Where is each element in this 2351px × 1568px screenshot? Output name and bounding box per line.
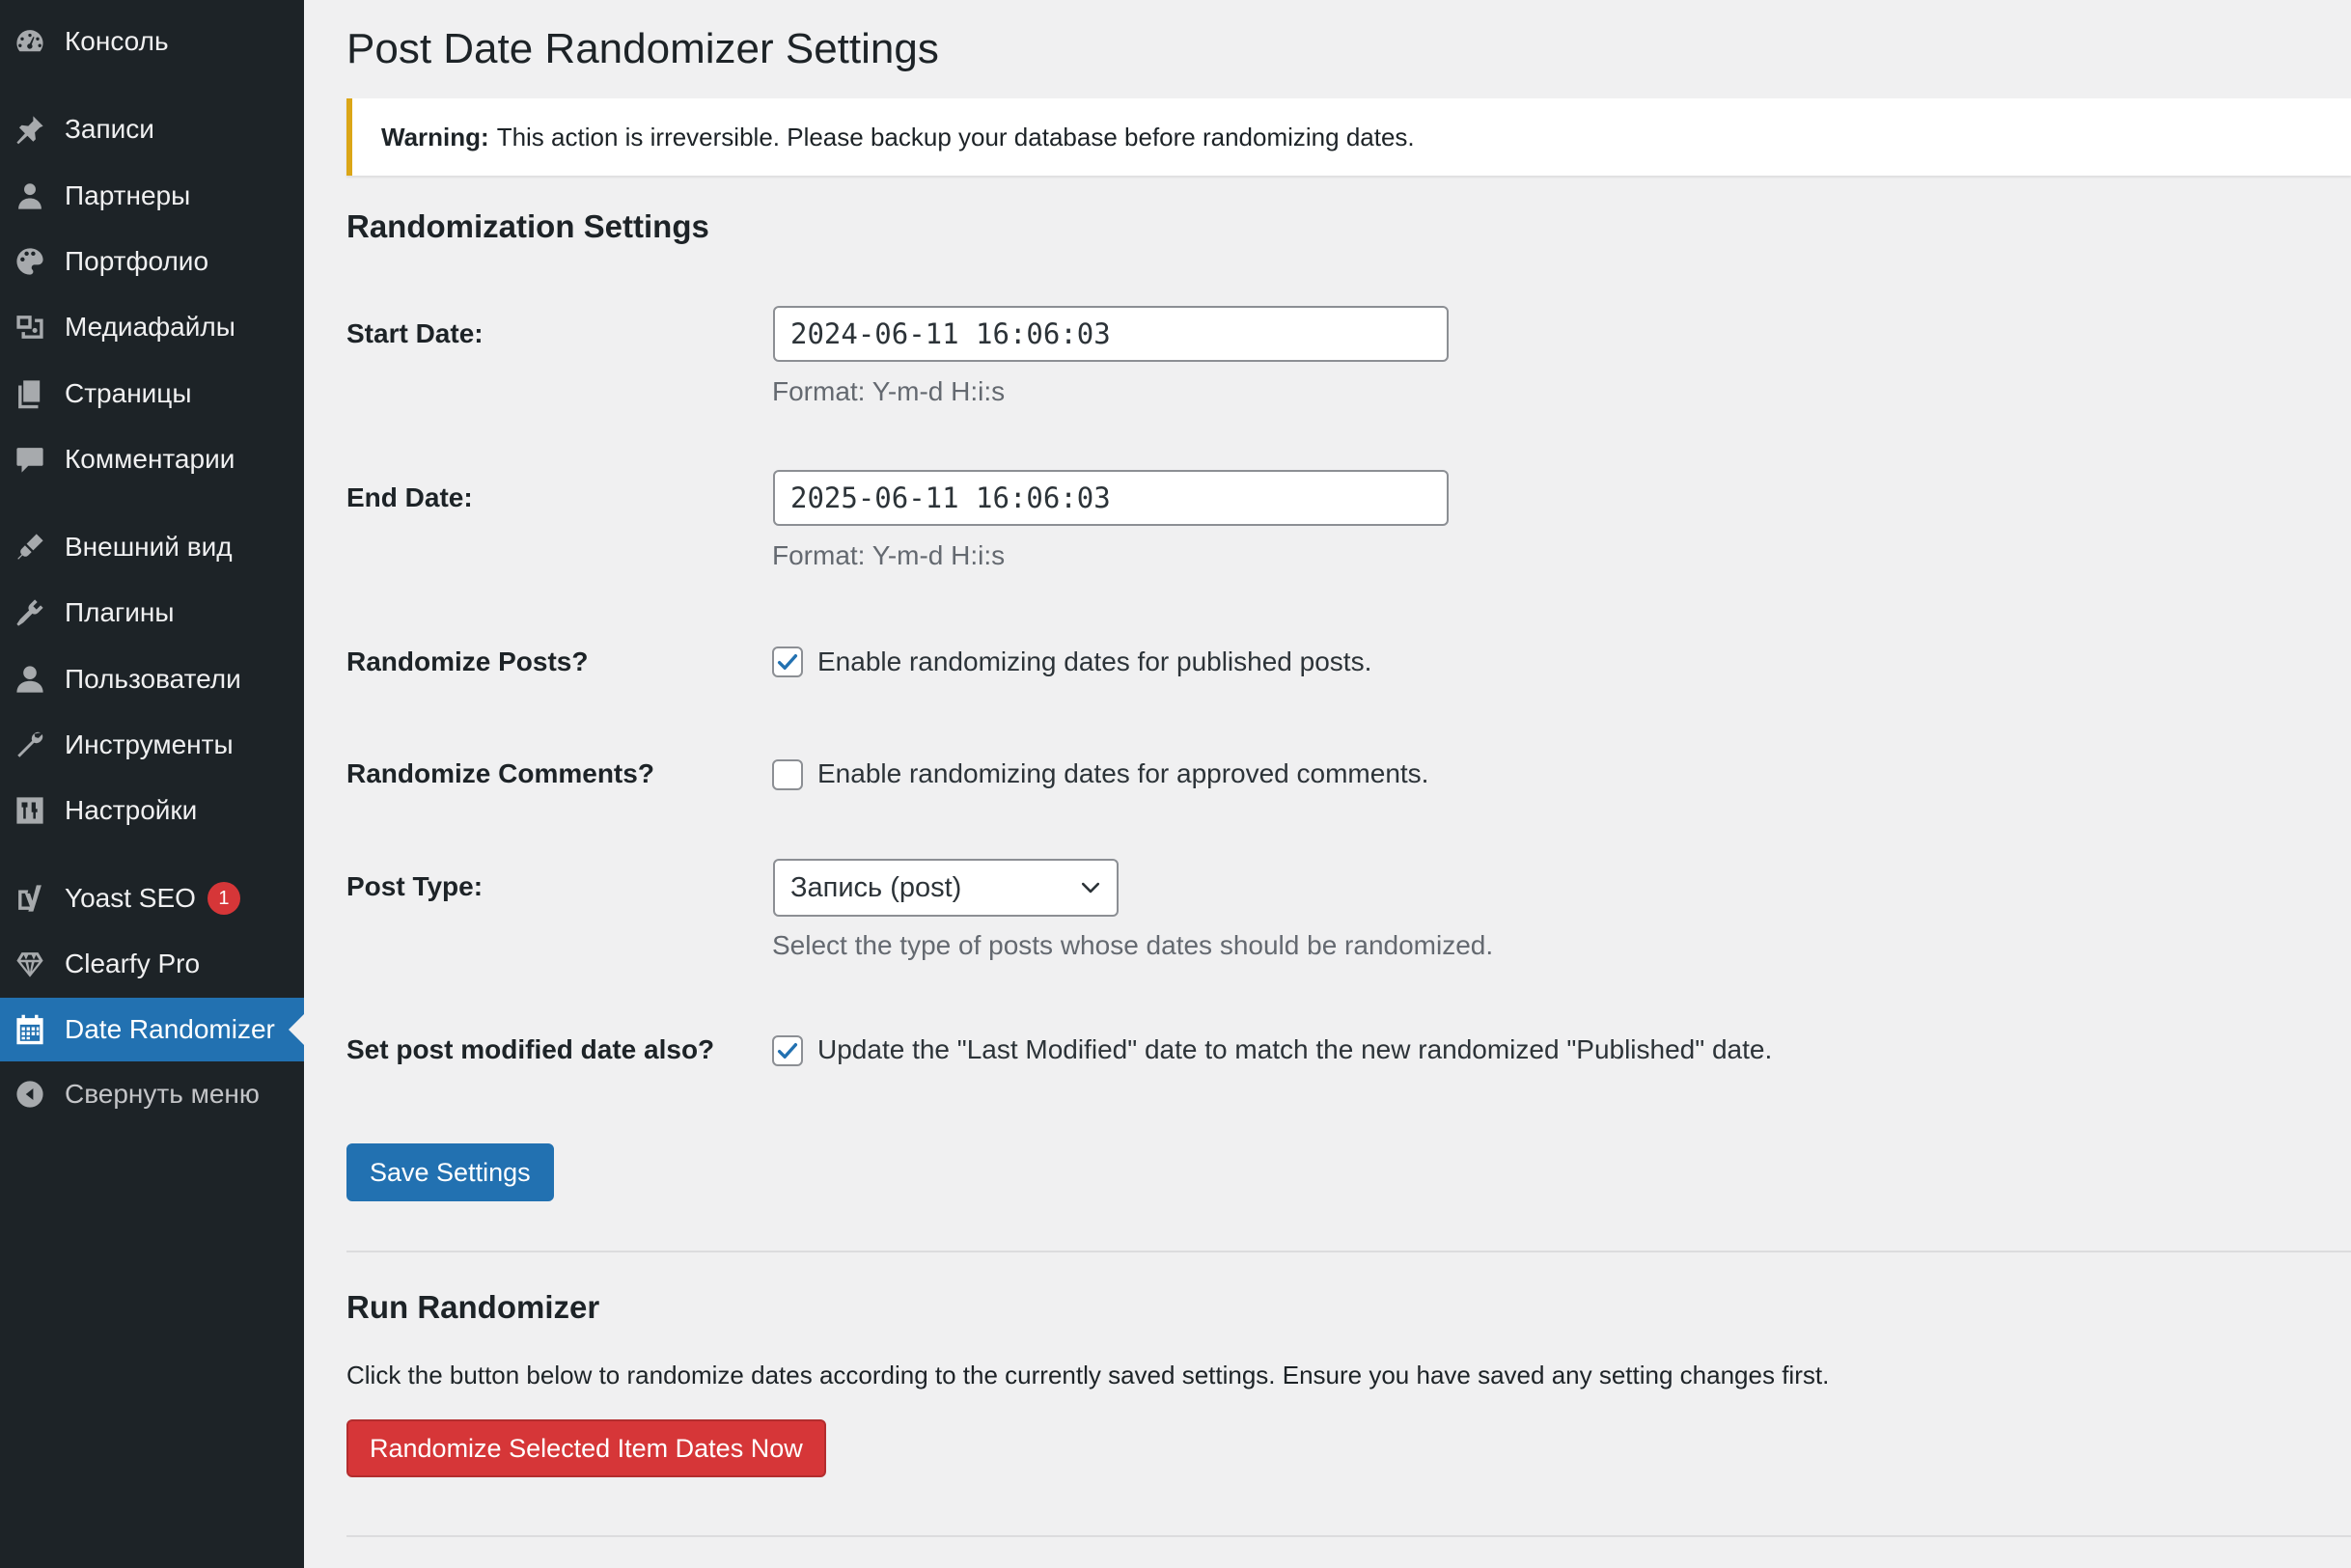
sidebar-item-label: Партнеры	[65, 180, 191, 210]
modified-date-label: Set post modified date also?	[346, 1034, 715, 1064]
notice-text: This action is irreversible. Please backup your database before randomizing dates.	[496, 122, 1415, 151]
media-icon	[14, 311, 46, 344]
warning-notice	[346, 98, 2351, 176]
start-date-description: Format: Y-m-d H:i:s	[772, 376, 1006, 406]
sidebar-item-label: Свернуть меню	[65, 1079, 260, 1109]
page-title: Post Date Randomizer Settings	[346, 25, 939, 72]
checkmark-icon	[774, 1037, 801, 1064]
sidebar-item-label: Портфолио	[65, 246, 209, 276]
settings-heading: Randomization Settings	[346, 208, 709, 244]
collapse-icon	[14, 1078, 46, 1111]
randomize-comments-label: Randomize Comments?	[346, 758, 654, 788]
sidebar-item-pages[interactable]	[0, 362, 304, 426]
diamond-icon	[14, 948, 46, 980]
end-date-label: End Date:	[346, 482, 473, 512]
sidebar-item-label: Медиафайлы	[65, 312, 235, 342]
admin-sidebar	[0, 0, 304, 1568]
sidebar-item-plugins[interactable]	[0, 581, 304, 645]
sidebar-item-media[interactable]	[0, 295, 304, 359]
sidebar-item-tools[interactable]	[0, 713, 304, 777]
start-date-label: Start Date:	[346, 318, 484, 348]
checkmark-icon	[774, 648, 801, 675]
sidebar-item-label: Комментарии	[65, 444, 235, 474]
section-divider	[346, 1251, 2351, 1252]
sidebar-item-comments[interactable]	[0, 427, 304, 491]
end-date-description: Format: Y-m-d H:i:s	[772, 540, 1006, 570]
settings-icon	[14, 794, 46, 827]
collapse-menu-button[interactable]	[0, 1062, 304, 1126]
sidebar-item-label: Yoast SEO	[65, 883, 196, 913]
randomize-posts-text: Enable randomizing dates for published posts.	[817, 646, 1372, 676]
users-icon	[14, 663, 46, 696]
appearance-icon	[14, 531, 46, 564]
sidebar-item-dashboard[interactable]	[0, 10, 304, 73]
sidebar-item-posts[interactable]	[0, 97, 304, 161]
end-date-input[interactable]	[773, 470, 1449, 526]
sidebar-item-yoast-seo[interactable]	[0, 867, 304, 930]
section-divider	[346, 1535, 2351, 1537]
sidebar-item-appearance[interactable]	[0, 515, 304, 579]
sidebar-item-label: Инструменты	[65, 729, 234, 759]
sidebar-item-partners[interactable]	[0, 164, 304, 228]
sidebar-item-label: Настройки	[65, 795, 198, 825]
start-date-input[interactable]	[773, 306, 1449, 362]
save-settings-button[interactable]: Save Settings	[346, 1143, 554, 1201]
comments-icon	[14, 443, 46, 476]
calendar-icon	[14, 1013, 46, 1046]
randomize-comments-text: Enable randomizing dates for approved comments.	[817, 758, 1429, 788]
randomize-posts-checkbox[interactable]	[772, 646, 803, 677]
notification-badge: 1	[207, 882, 240, 915]
yoast-icon	[14, 882, 46, 915]
plugins-icon	[14, 596, 46, 629]
randomize-posts-label: Randomize Posts?	[346, 646, 589, 676]
sidebar-item-label: Плагины	[65, 597, 175, 627]
tools-icon	[14, 729, 46, 761]
main-content	[346, 0, 2351, 1568]
pin-icon	[14, 113, 46, 146]
sidebar-item-label: Консоль	[65, 26, 169, 56]
chevron-down-icon	[1078, 875, 1103, 900]
modified-date-text: Update the "Last Modified" date to match the new randomized "Published" date.	[817, 1034, 1773, 1064]
sidebar-item-label: Внешний вид	[65, 532, 233, 562]
sidebar-item-date-randomizer[interactable]	[0, 998, 304, 1061]
pages-icon	[14, 377, 46, 410]
modified-date-checkbox[interactable]	[772, 1035, 803, 1066]
portfolio-icon	[14, 245, 46, 278]
randomize-now-button[interactable]: Randomize Selected Item Dates Now	[346, 1419, 826, 1477]
post-type-select[interactable]	[773, 859, 1119, 917]
run-randomizer-heading: Run Randomizer	[346, 1289, 600, 1325]
sidebar-item-users[interactable]	[0, 647, 304, 711]
sidebar-item-label: Записи	[65, 114, 154, 144]
dashboard-icon	[14, 25, 46, 58]
post-type-label: Post Type:	[346, 871, 484, 901]
sidebar-item-label: Пользователи	[65, 664, 241, 694]
randomize-comments-checkbox[interactable]	[772, 759, 803, 790]
sidebar-item-settings[interactable]	[0, 779, 304, 842]
post-type-description: Select the type of posts whose dates should be randomized.	[772, 930, 1494, 960]
partners-icon	[14, 179, 46, 212]
sidebar-item-portfolio[interactable]	[0, 230, 304, 293]
sidebar-item-label: Страницы	[65, 378, 192, 408]
sidebar-item-label: Date Randomizer	[65, 1014, 275, 1044]
sidebar-item-clearfy-pro[interactable]	[0, 932, 304, 996]
run-randomizer-description: Click the button below to randomize dates according to the currently saved settings. Ensure you have saved any setting changes first.	[346, 1361, 1830, 1389]
notice-strong: Warning:	[381, 122, 489, 151]
post-type-selected: Запись (post)	[790, 871, 962, 903]
sidebar-item-label: Clearfy Pro	[65, 949, 201, 978]
